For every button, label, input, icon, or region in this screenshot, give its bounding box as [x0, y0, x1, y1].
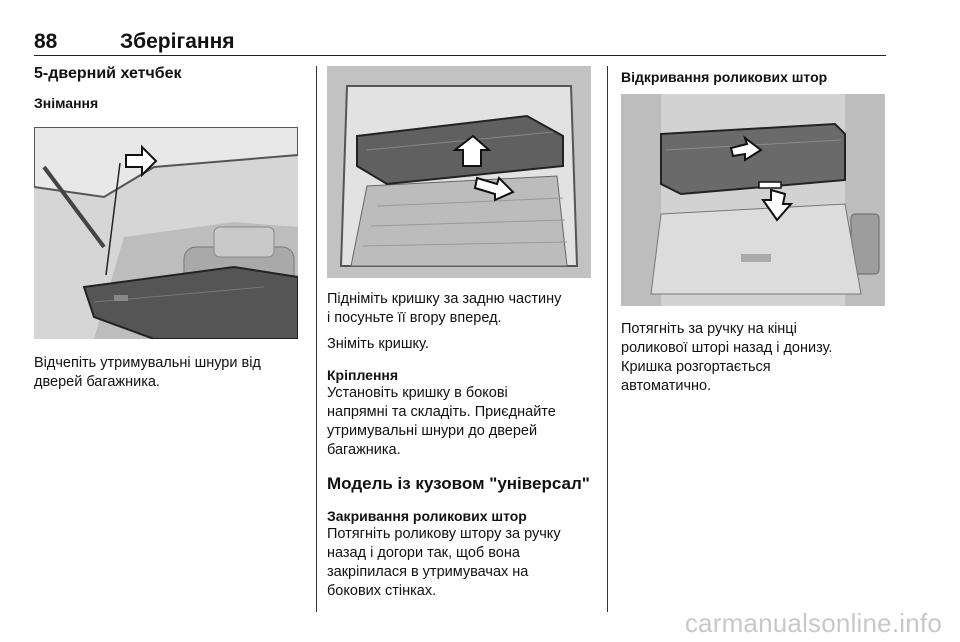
- para-open-line-2: роликової шторi назад і донизу.: [621, 340, 833, 356]
- para-mount-line-2: напрямні та складіть. Приєднайте: [327, 404, 556, 420]
- subsection-title-mounting: Кріплення: [327, 367, 399, 383]
- subsection-title-closing: Закривання роликових штор: [327, 508, 527, 524]
- para-close-line-4: бокових стінках.: [327, 583, 437, 599]
- para-close-line-3: закріпилася в утримувачах на: [327, 564, 529, 580]
- para-close-line-1: Потягніть роликову штору за ручку: [327, 526, 561, 542]
- figure-lift-cover: [327, 66, 591, 278]
- column-3-text: [621, 320, 891, 396]
- para-mount-line-1: Установіть кришку в бокові: [327, 385, 508, 401]
- para-mount-line-3: утримувальні шнури до дверей: [327, 423, 538, 439]
- para-remove: Зніміть кришку.: [327, 336, 429, 352]
- section-title-hatchback: 5-дверний хетчбек: [34, 65, 182, 82]
- subsection-title-opening: Відкривання роликових штор: [621, 69, 828, 85]
- column-3: [621, 68, 891, 86]
- para-open-line-4: автоматично.: [621, 378, 712, 394]
- column-divider-1: [316, 66, 317, 612]
- page-header: [34, 30, 886, 54]
- section-title-wagon: Модель із кузовом "універсал": [327, 474, 590, 493]
- watermark: carmanualsonline.info: [684, 608, 942, 638]
- header-rule: [34, 55, 886, 56]
- para-lift-line-1: Підніміть кришку за задню частину: [327, 291, 562, 307]
- subsection-title-removal: Знімання: [34, 95, 99, 111]
- caption-line-1: Відчепіть утримувальні шнури від: [34, 355, 261, 371]
- column-1-caption: [34, 354, 304, 392]
- para-close-line-2: назад і догори так, щоб вона: [327, 545, 520, 561]
- para-open-line-1: Потягніть за ручку на кінці: [621, 321, 797, 337]
- column-1: [34, 64, 304, 112]
- page-title: Зберігання: [120, 30, 235, 53]
- para-open-line-3: Кришка розгортається: [621, 359, 771, 375]
- column-2: [327, 290, 599, 601]
- page-number: 88: [34, 30, 58, 53]
- para-mount-line-4: багажника.: [327, 442, 401, 458]
- para-lift-line-2: і посуньте її вгору вперед.: [327, 310, 502, 326]
- caption-line-2: дверей багажника.: [34, 374, 160, 390]
- column-divider-2: [607, 66, 608, 612]
- figure-roller-blind: [621, 94, 885, 306]
- figure-tailgate-cords: [34, 127, 298, 339]
